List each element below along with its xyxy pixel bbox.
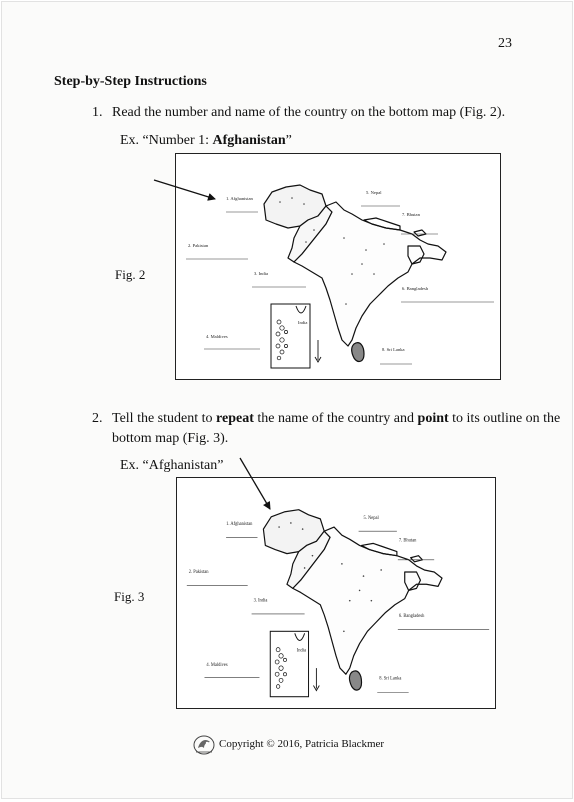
sri-lanka-outline — [350, 671, 362, 690]
figure-label: Fig. 3 — [114, 589, 145, 604]
svg-text:2. Pakistan: 2. Pakistan — [188, 568, 209, 575]
section-title: Step-by-Step Instructions — [54, 74, 207, 89]
svg-text:2. Pakistan: 2. Pakistan — [188, 243, 209, 248]
step-number: 1. — [92, 105, 103, 120]
figure-label: Fig. 2 — [115, 267, 146, 282]
svg-text:6. Bangladesh: 6. Bangladesh — [402, 286, 429, 291]
sri-lanka-outline — [352, 343, 364, 362]
example-suffix: ” — [285, 133, 292, 148]
step-text — [112, 409, 560, 429]
step-keyword-repeat: repeat — [216, 411, 254, 426]
step-text-part: to its outline on the — [448, 411, 561, 426]
svg-text:3. India: 3. India — [254, 271, 269, 276]
step-number: 2. — [92, 411, 103, 426]
svg-text:4. Maldives: 4. Maldives — [206, 661, 228, 668]
maldives-inset — [270, 631, 319, 696]
step-keyword-point: point — [417, 411, 449, 426]
example-prefix: Ex. “Number 1: — [120, 133, 213, 148]
bhutan-outline — [414, 230, 426, 236]
step-text: Read the number and name of the country on the bottom map (Fig. 2). — [112, 105, 506, 120]
step-1 — [92, 103, 552, 123]
svg-text:7. Bhutan: 7. Bhutan — [398, 537, 417, 543]
svg-text:6. Bangladesh: 6. Bangladesh — [398, 612, 425, 619]
footer — [192, 734, 452, 756]
example-country: Afghanistan — [212, 133, 286, 148]
example-1 — [120, 133, 292, 149]
maldives-inset — [271, 304, 321, 368]
svg-text:1. Afghanistan: 1. Afghanistan — [226, 196, 253, 201]
page-number: 23 — [498, 36, 512, 51]
example-2: Ex. “Afghanistan” — [120, 458, 224, 473]
map-drawing — [176, 154, 502, 381]
publisher-logo-icon — [192, 734, 216, 756]
svg-text:8. Sri Lanka: 8. Sri Lanka — [382, 347, 405, 352]
svg-text:India: India — [298, 320, 308, 325]
south-asia-map — [176, 477, 496, 709]
step-text-part: the name of the country and — [253, 411, 418, 426]
svg-text:8. Sri Lanka: 8. Sri Lanka — [379, 675, 402, 681]
svg-text:5. Nepal: 5. Nepal — [366, 190, 382, 195]
svg-text:5. Nepal: 5. Nepal — [363, 514, 379, 520]
bhutan-outline — [411, 556, 423, 562]
worksheet-page — [1, 1, 573, 799]
step-text-line2: bottom map (Fig. 3). — [112, 431, 229, 446]
step-2 — [92, 409, 562, 449]
svg-text:1. Afghanistan: 1. Afghanistan — [226, 520, 253, 527]
svg-text:3. India: 3. India — [253, 597, 268, 603]
svg-text:7. Bhutan: 7. Bhutan — [402, 212, 420, 217]
svg-text:India: India — [296, 647, 307, 653]
map-drawing — [177, 478, 497, 710]
copyright-text: Copyright © 2016, Patricia Blackmer — [219, 738, 385, 750]
svg-text:4. Maldives: 4. Maldives — [206, 334, 228, 339]
step-text-part: Tell the student to — [112, 411, 217, 426]
south-asia-map — [175, 153, 501, 380]
